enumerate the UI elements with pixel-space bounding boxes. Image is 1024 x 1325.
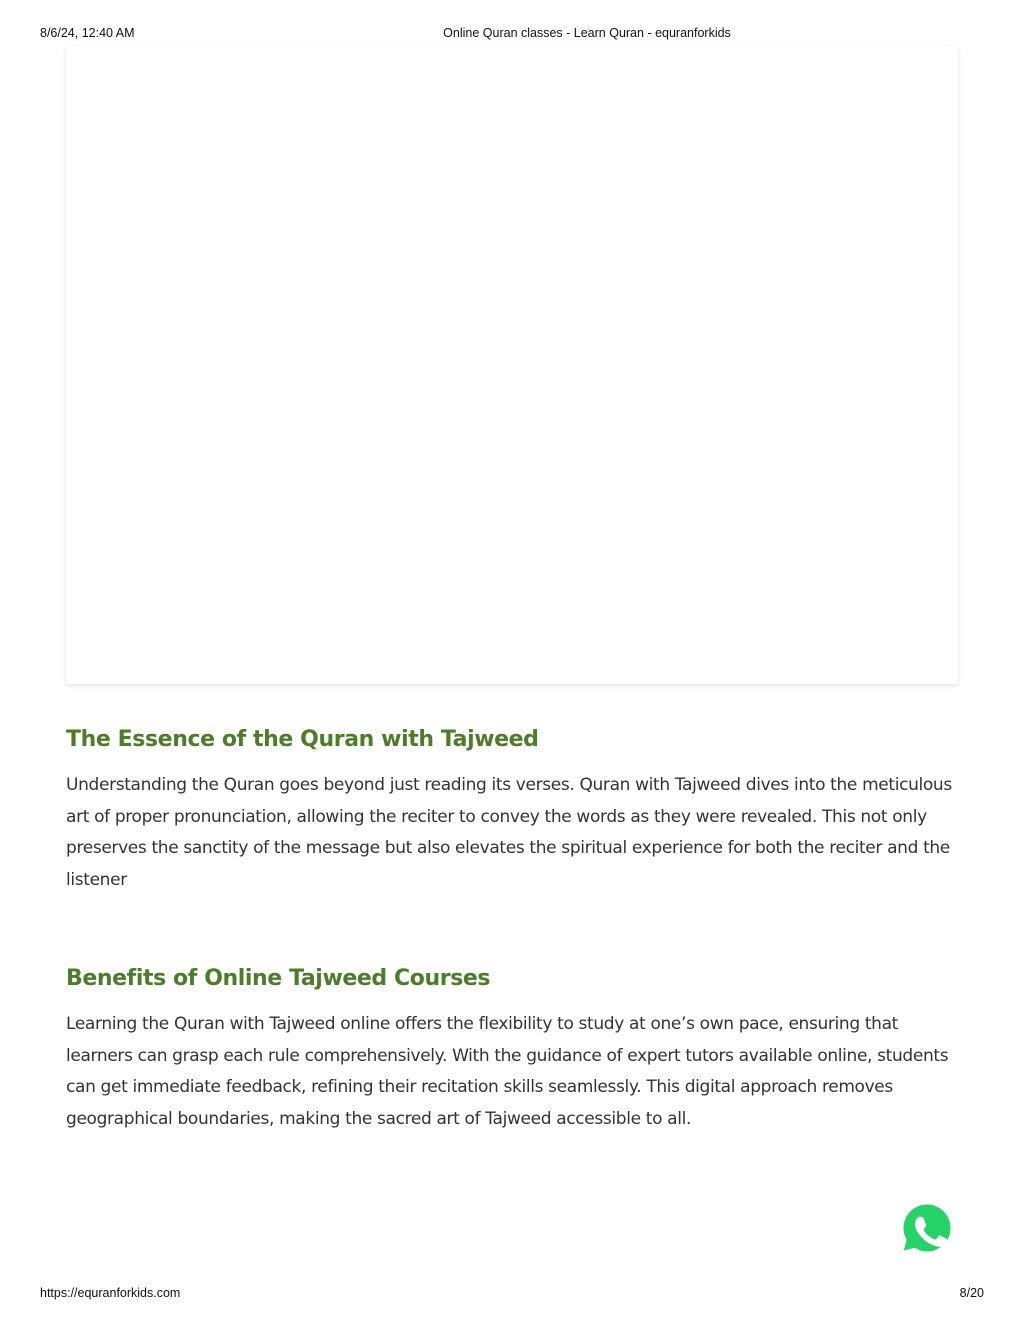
print-footer-url: https://equranforkids.com [40,1286,181,1300]
section-body: Learning the Quran with Tajweed online offers the flexibility to study at one’s own pace, ensuring that learners can grasp each rule comprehensively. With the guidance of expert tutors available online, students can get immediate feedback, refining their recitation skills seamlessly. This digital approach removes geographical boundaries, making the sacred art of Tajweed accessible to all. [66,1014,949,1129]
section-body: Understanding the Quran goes beyond just reading its verses. Quran with Tajweed dives into the meticulous art of proper pronunciation, allowing the reciter to convey the words as they were revealed. This not only preserves the sanctity of the message but also elevates the spiritual experience for both the reciter and the listener [66,775,952,890]
section-benefits [66,966,966,1135]
whatsapp-icon [900,1201,954,1255]
section-heading: The Essence of the Quran with Tajweed [66,727,539,752]
print-page-number: 8/20 [959,1286,984,1300]
print-datetime: 8/6/24, 12:40 AM [40,26,135,40]
whatsapp-chat-button[interactable] [900,1201,954,1255]
section-essence [66,727,966,896]
section-heading: Benefits of Online Tajweed Courses [66,966,491,991]
print-page-title: Online Quran classes - Learn Quran - equranforkids [443,26,731,40]
media-card [66,46,958,684]
